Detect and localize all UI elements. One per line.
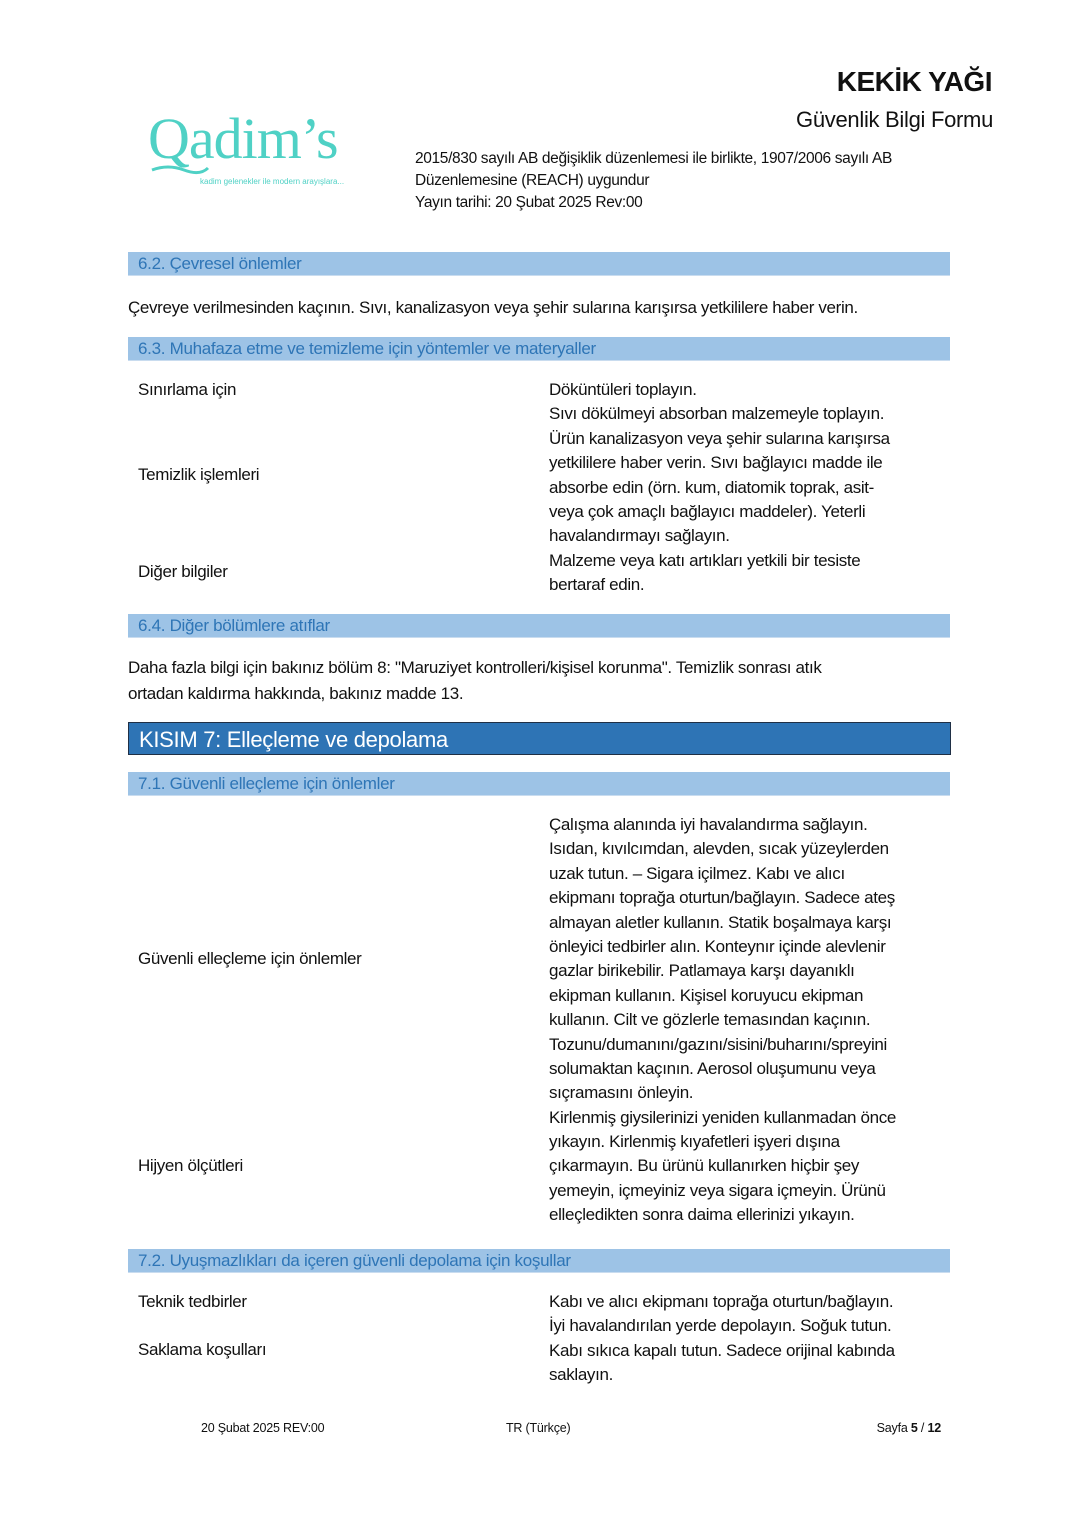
section-7-1-values [549, 813, 896, 1228]
company-logo [148, 104, 388, 188]
section-6-4-text [128, 655, 822, 707]
section-7-2-values [549, 1290, 895, 1388]
text-line: solumaktan kaçının. Aerosol oluşumunu veya [549, 1058, 876, 1078]
text-line: önleyici tedbirler alın. Konteynır içinde alevlenir [549, 936, 886, 956]
text-line: elleçledikten sonra daima ellerinizi yıkayın. [549, 1205, 855, 1225]
text-line: yıkayın. Kirlenmiş kıyafetleri işyeri dışına [549, 1132, 840, 1152]
text-line: Çalışma alanında iyi havalandırma sağlayın. [549, 815, 868, 834]
text-line: Kirlenmiş giysilerinizi yeniden kullanmadan önce [549, 1107, 896, 1127]
text-line: Tozunu/dumanını/gazını/sisini/buharını/spreyini [549, 1034, 887, 1054]
regulation-line: 2015/830 sayılı AB değişiklik düzenlemesi ile birlikte, 1907/2006 sayılı AB [415, 150, 892, 167]
page-total: 12 [927, 1421, 941, 1435]
text-line: Kabı sıkıca kapalı tutun. Sadece orijinal kabında [549, 1340, 895, 1360]
page-current: 5 [910, 1421, 918, 1435]
text-line: İyi havalandırılan yerde depolayın. Soğuk tutun. [549, 1316, 892, 1336]
label-technical-measures: Teknik tedbirler [138, 1292, 247, 1311]
product-name: KEKİK YAĞI [836, 66, 992, 97]
section-6-4-heading: 6.4. Diğer bölümlere atıflar [128, 614, 950, 638]
footer-page-number [877, 1421, 941, 1435]
publish-date: Yayın tarihi: 20 Şubat 2025 Rev:00 [415, 194, 643, 211]
text-line: ortadan kaldırma hakkında, bakınız madde 13. [128, 684, 464, 703]
logo-graphic [148, 104, 388, 188]
label-containment: Sınırlama için [138, 380, 237, 399]
page-prefix: Sayfa [876, 1421, 911, 1435]
regulation-line: Düzenlemesine (REACH) uygundur [415, 172, 650, 189]
text-line: sıçramasını önleyin. [549, 1083, 694, 1103]
text-line: Daha fazla bilgi için bakınız bölüm 8: "Maruziyet kontrolleri/kişisel korunma". Temizlik sonrası atık [128, 658, 822, 677]
label-other-info: Diğer bilgiler [138, 562, 228, 581]
footer-language: TR (Türkçe) [506, 1421, 571, 1435]
label-storage-conditions: Saklama koşulları [138, 1340, 267, 1359]
text-line: Döküntüleri toplayın. [549, 380, 697, 399]
text-line: bertaraf edin. [549, 575, 645, 595]
text-line: veya çok amaçlı bağlayıcı maddeler). Yeterli [549, 501, 866, 521]
section-6-3-heading: 6.3. Muhafaza etme ve temizleme için yöntemler ve materyaller [128, 337, 950, 361]
text-line: çıkarmayın. Bu ürünü kullanırken hiçbir şey [549, 1156, 859, 1176]
section-6-2-heading: 6.2. Çevresel önlemler [128, 252, 950, 276]
section-6-2-text: Çevreye verilmesinden kaçının. Sıvı, kanalizasyon veya şehir sularına karışırsa yetkililere haber verin. [128, 298, 858, 317]
label-hygiene: Hijyen ölçütleri [138, 1156, 243, 1175]
text-line: Malzeme veya katı artıkları yetkili bir tesiste [549, 550, 861, 570]
text-line: Sıvı dökülmeyi absorban malzemeyle toplayın. [549, 404, 885, 424]
logo-wordmark: Qadim’s [148, 106, 338, 171]
footer-date-rev: 20 Şubat 2025 REV:00 [201, 1421, 325, 1435]
text-line: yemeyin, içmeyiniz veya sigara içmeyin. Ürünü [549, 1180, 886, 1200]
text-line: saklayın. [549, 1365, 613, 1385]
section-7-1-heading: 7.1. Güvenli elleçleme için önlemler [128, 772, 950, 796]
text-line: Ürün kanalizasyon veya şehir sularına karışırsa [549, 428, 890, 448]
text-line: havalandırmayı sağlayın. [549, 526, 730, 546]
label-safe-handling: Güvenli elleçleme için önlemler [138, 949, 362, 968]
regulation-text [415, 148, 892, 214]
page-sep: / [917, 1421, 928, 1435]
text-line: Kabı ve alıcı ekipmanı toprağa oturtun/bağlayın. [549, 1292, 894, 1311]
text-line: ekipmanı toprağa oturtun/bağlayın. Sadece ateş [549, 888, 895, 908]
section-7-2-heading: 7.2. Uyuşmazlıkları da içeren güvenli depolama için koşullar [128, 1249, 950, 1273]
text-line: uzak tutun. – Sigara içilmez. Kabı ve alıcı [549, 863, 845, 883]
text-line: ekipman kullanın. Kişisel koruyucu ekipman [549, 985, 864, 1005]
text-line: kullanın. Cilt ve gözlerle temasından kaçının. [549, 1010, 871, 1030]
text-line: almayan aletler kullanın. Statik boşalmaya karşı [549, 912, 892, 932]
form-title: Güvenlik Bilgi Formu [796, 107, 993, 132]
logo-tagline: kadim gelenekler ile modern arayışlara... [200, 177, 345, 186]
text-line: gazlar birikebilir. Patlamaya karşı dayanıklı [549, 961, 855, 981]
label-cleaning: Temizlik işlemleri [138, 465, 260, 484]
part-7-heading: KISIM 7: Elleçleme ve depolama [128, 722, 951, 755]
text-line: absorbe edin (örn. kum, diatomik toprak, asit- [549, 477, 874, 497]
section-6-3-values [549, 378, 890, 598]
text-line: Isıdan, kıvılcımdan, alevden, sıcak yüzeylerden [549, 839, 889, 859]
text-line: yetkililere haber verin. Sıvı bağlayıcı madde ile [549, 453, 883, 473]
